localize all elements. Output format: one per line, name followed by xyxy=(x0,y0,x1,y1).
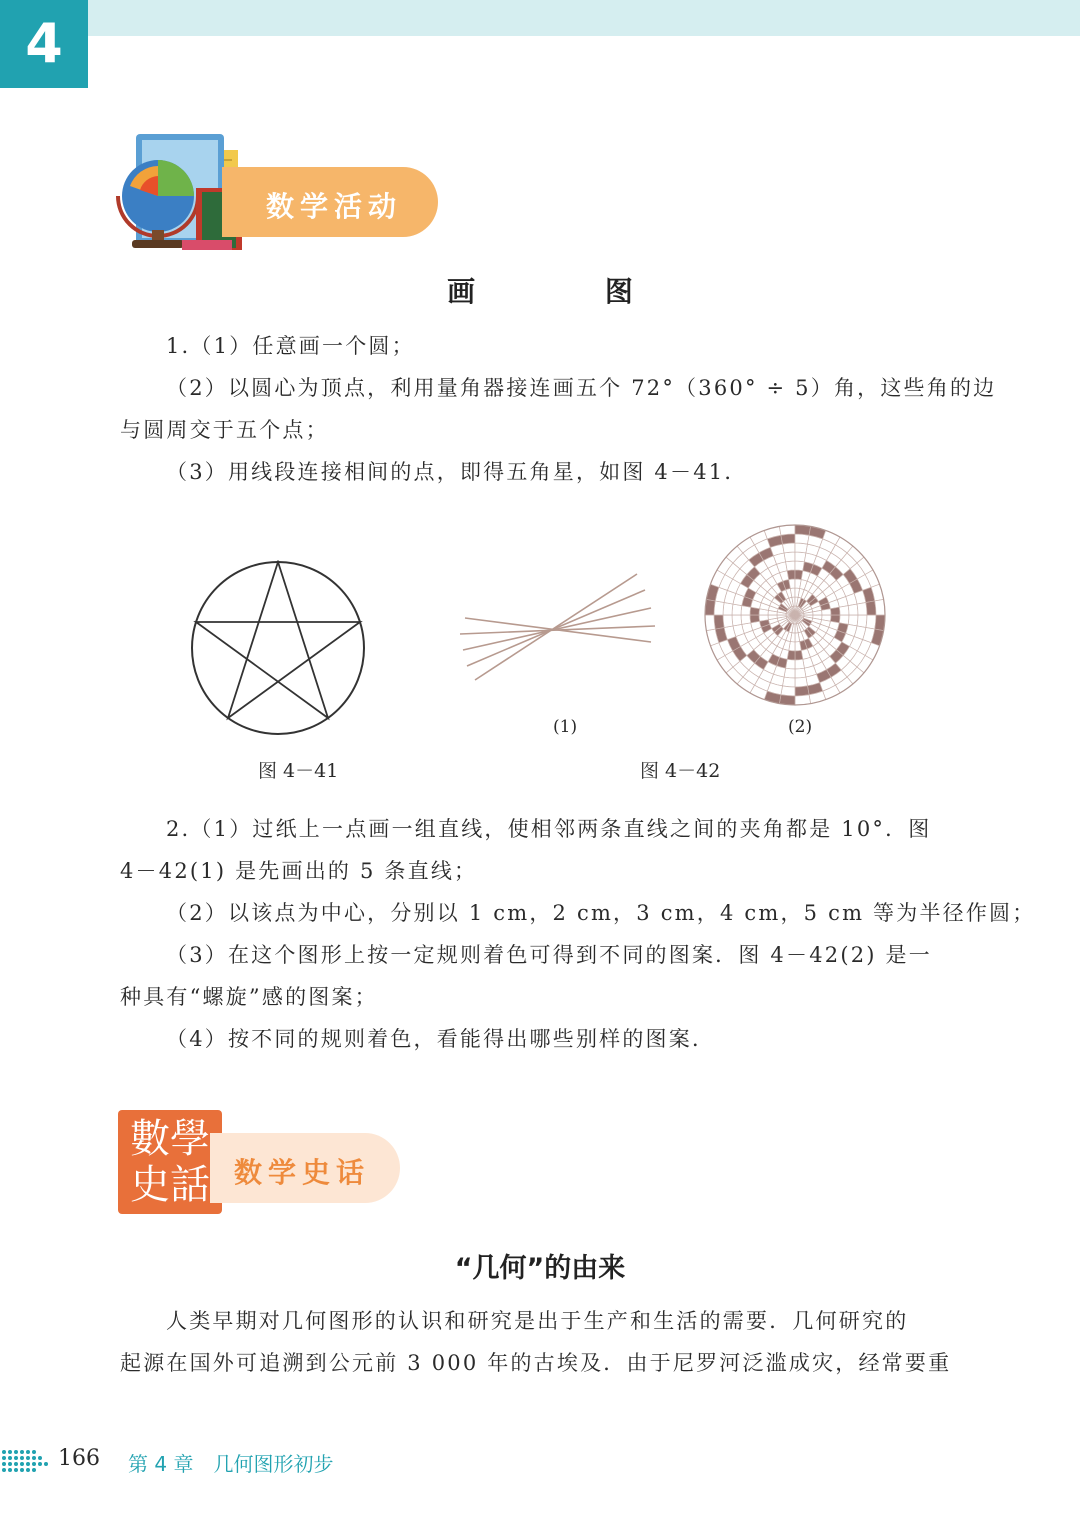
spiral-cell xyxy=(723,615,733,628)
spiral-cell-shaded xyxy=(750,615,760,623)
q2-2: （2）以该点为中心，分别以 1 cm，2 cm，3 cm，4 cm，5 cm 等为半径作圆； xyxy=(166,901,1036,925)
spiral-cell xyxy=(732,615,742,626)
spiral-cell xyxy=(784,552,795,562)
fig41-caption: 图 4－41 xyxy=(258,760,339,782)
spiral-cell-shaded xyxy=(781,534,795,544)
spiral-cell xyxy=(848,604,858,615)
dot-grid-icon xyxy=(0,1446,52,1476)
q2-3-line-1: （3）在这个图形上按一定规则着色可得到不同的图案．图 4－42(2) 是一 xyxy=(166,943,932,967)
chapter-number-tab: 4 xyxy=(0,0,88,88)
fig42-sub1: (1) xyxy=(553,717,578,737)
spiral-cell xyxy=(795,543,808,553)
history-p1-line-2: 起源在国外可追溯到公元前 3 000 年的古埃及．由于尼罗河泛滥成灾，经常要重 xyxy=(120,1351,952,1375)
history-title: “几何”的由来 xyxy=(454,1253,626,1284)
history-banner xyxy=(210,1133,400,1203)
fig42-caption: 图 4－42 xyxy=(640,760,721,782)
seal-logo xyxy=(118,1110,222,1214)
chapter-label: 第 4 章 几何图形初步 xyxy=(128,1452,334,1476)
history-banner-label: 数学史话 xyxy=(234,1156,371,1189)
pentagram-figure xyxy=(186,560,370,740)
spiral-cell xyxy=(741,615,751,624)
activity-banner-label: 数学活动 xyxy=(266,190,403,223)
spiral-cell-shaded xyxy=(795,650,803,660)
spiral-cell xyxy=(795,659,804,669)
seal-text: 數學史話 xyxy=(130,1116,210,1208)
history-p1-line-1: 人类早期对几何图形的认识和研究是出于生产和生活的需要．几何研究的 xyxy=(166,1309,909,1333)
activity-title: 画 图 xyxy=(447,275,693,308)
fig42-sub2: (2) xyxy=(788,717,813,737)
spiral-cell xyxy=(782,677,795,687)
spiral-figure xyxy=(700,520,890,710)
spiral-cell xyxy=(786,561,795,571)
step-3: （3）用线段连接相间的点，即得五角星，如图 4－41． xyxy=(166,460,748,484)
spiral-cell xyxy=(839,606,849,615)
spiral-cell-shaded xyxy=(866,601,876,615)
spiral-cell-shaded xyxy=(795,686,809,696)
top-bar xyxy=(88,0,1080,36)
q2-1-line-1: 2.（1）过纸上一点画一组直线，使相邻两条直线之间的夹角都是 10°．图 xyxy=(166,817,932,841)
spiral-cell xyxy=(795,677,808,687)
q2-3-line-2: 种具有“螺旋”感的图案； xyxy=(120,985,378,1009)
spiral-cell xyxy=(795,534,809,544)
spiral-cell xyxy=(714,601,724,615)
q2-4: （4）按不同的规则着色，看能得出哪些别样的图案． xyxy=(166,1027,716,1051)
step-2-line-2: 与圆周交于五个点； xyxy=(120,418,329,442)
spiral-cell xyxy=(782,543,795,553)
spiral-cell-shaded xyxy=(787,570,795,580)
q2-1-line-2: 4－42(1) 是先画出的 5 条直线； xyxy=(120,859,478,883)
step-1: 1.（1）任意画一个圆； xyxy=(166,334,415,358)
step-2-line-1: （2）以圆心为顶点，利用量角器接连画五个 72°（360° ÷ 5）角，这些角的边 xyxy=(166,376,997,400)
spiral-cell xyxy=(866,615,876,629)
spiral-cell xyxy=(795,668,806,678)
spiral-cell-shaded xyxy=(714,615,724,629)
footer xyxy=(0,1446,1080,1476)
lines-figure xyxy=(455,568,665,688)
page-number: 166 xyxy=(58,1446,100,1471)
spiral-cell xyxy=(723,602,733,615)
spiral-cell xyxy=(857,602,867,615)
spiral-cell xyxy=(857,615,867,628)
spiral-cell xyxy=(781,686,795,696)
spiral-cell-shaded xyxy=(830,607,840,615)
activity-banner xyxy=(222,167,438,237)
